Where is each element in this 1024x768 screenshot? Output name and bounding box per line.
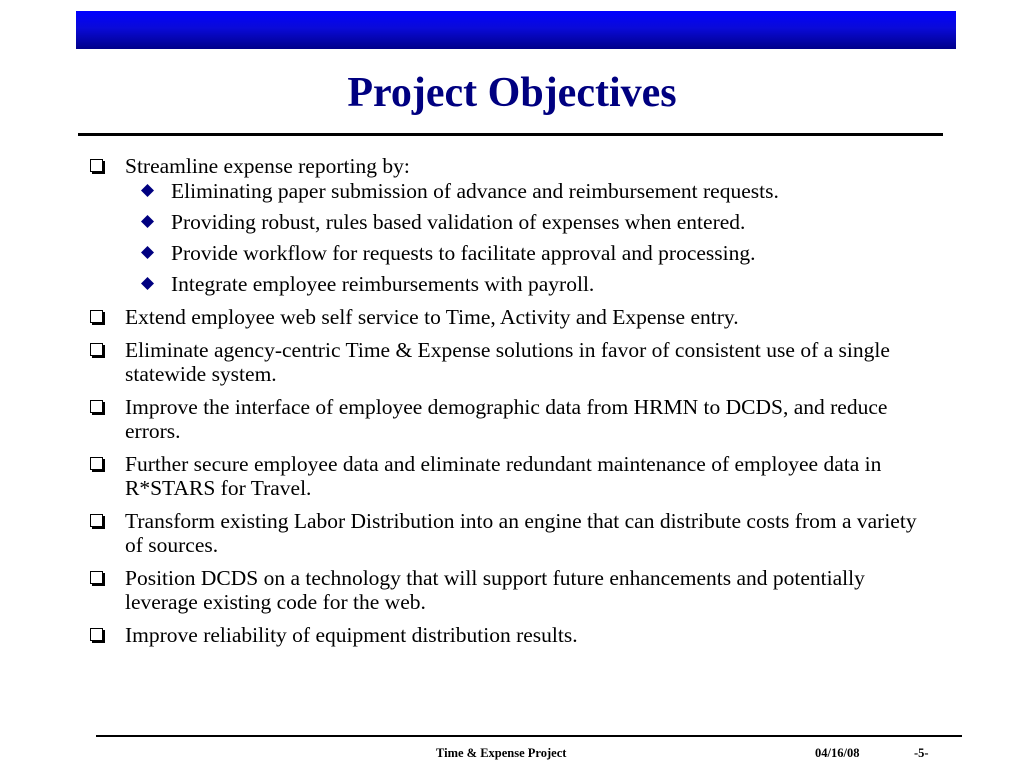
hollow-square-icon: [90, 310, 103, 323]
objective-item: [88, 395, 938, 443]
hollow-square-icon: [90, 343, 103, 356]
objective-text: Eliminate agency-centric Time & Expense solutions in favor of consistent use of a single statewide system.: [125, 338, 890, 386]
diamond-icon: [141, 184, 154, 197]
objective-text: Improve reliability of equipment distribution results.: [125, 623, 578, 647]
sub-objective-text: Provide workflow for requests to facilitate approval and processing.: [171, 241, 756, 265]
sub-objective-item: [125, 241, 938, 265]
sub-objective-item: [125, 210, 938, 234]
diamond-icon: [141, 277, 154, 290]
objective-item: [88, 623, 938, 647]
hollow-square-icon: [90, 400, 103, 413]
hollow-square-icon: [90, 628, 103, 641]
objective-text: Streamline expense reporting by:: [125, 154, 410, 178]
hollow-square-icon: [90, 457, 103, 470]
sub-objective-item: [125, 272, 938, 296]
hollow-square-icon: [90, 571, 103, 584]
sub-objective-text: Integrate employee reimbursements with payroll.: [171, 272, 595, 296]
hollow-square-icon: [90, 514, 103, 527]
objective-item: [88, 338, 938, 386]
header-band: [76, 11, 956, 49]
sub-objective-text: Eliminating paper submission of advance and reimbursement requests.: [171, 179, 779, 203]
footer-divider: [96, 735, 962, 737]
footer-page-number: -5-: [914, 746, 929, 760]
objectives-list: [88, 154, 938, 656]
objective-text: Position DCDS on a technology that will support future enhancements and potentially leverage existing code for the web.: [125, 566, 865, 614]
footer-project-name: Time & Expense Project: [436, 746, 567, 760]
sub-objective-item: [125, 179, 938, 203]
hollow-square-icon: [90, 159, 103, 172]
diamond-icon: [141, 215, 154, 228]
objective-item: [88, 566, 938, 614]
objective-text: Improve the interface of employee demographic data from HRMN to DCDS, and reduce errors.: [125, 395, 888, 443]
objective-text: Extend employee web self service to Time, Activity and Expense entry.: [125, 305, 739, 329]
objective-text: Transform existing Labor Distribution into an engine that can distribute costs from a variety of sources.: [125, 509, 917, 557]
footer-date: 04/16/08: [815, 746, 860, 760]
objective-item: [88, 305, 938, 329]
objective-item: [88, 154, 938, 296]
objective-text: Further secure employee data and eliminate redundant maintenance of employee data in R*STARS for Travel.: [125, 452, 882, 500]
sub-objectives-list: [125, 179, 938, 296]
title-divider: [78, 133, 943, 136]
objective-item: [88, 452, 938, 500]
slide-title: Project Objectives: [347, 70, 677, 116]
sub-objective-text: Providing robust, rules based validation of expenses when entered.: [171, 210, 746, 234]
objective-item: [88, 509, 938, 557]
diamond-icon: [141, 246, 154, 259]
